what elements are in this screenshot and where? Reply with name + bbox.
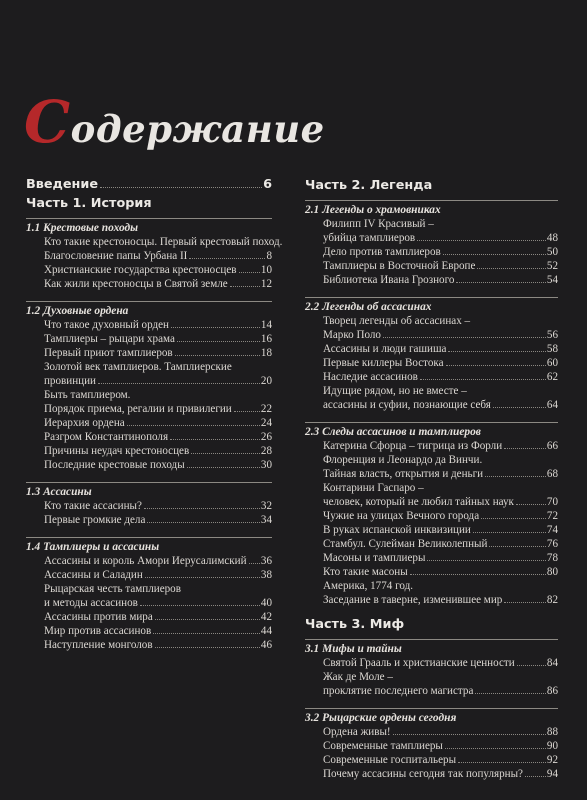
entry-page: 44 [260, 625, 272, 637]
toc-entry[interactable] [44, 263, 272, 277]
section-title: 2.2 Легенды об ассасинах [305, 301, 432, 313]
toc-entry-line[interactable]: Идущие рядом, но не вместе – [323, 385, 467, 397]
entry-page: 86 [546, 685, 558, 697]
leader-dots [189, 258, 265, 259]
entry-page: 10 [260, 264, 272, 276]
toc-entry[interactable] [44, 610, 272, 624]
entry-text: Кто такие ассасины? [44, 500, 142, 512]
title-rest: одержание [70, 107, 325, 151]
left-sections [26, 218, 283, 652]
section-title: 1.3 Ассасины [26, 486, 92, 498]
toc-entry-line[interactable]: Рыцарская честь тамплиеров [44, 583, 181, 595]
leader-dots [485, 476, 546, 477]
entry-page: 32 [260, 500, 272, 512]
entry-text: Ассасины и король Амори Иерусалимский [44, 555, 247, 567]
leader-dots [525, 776, 546, 777]
entry-page: 76 [546, 538, 558, 550]
entry-text: Тамплиеры – рыцари храма [44, 333, 175, 345]
entry-text: Причины неудач крестоносцев [44, 445, 190, 457]
toc-entry[interactable] [44, 318, 272, 332]
leader-dots [153, 633, 260, 634]
entry-page: 68 [546, 468, 558, 480]
toc-entry[interactable] [323, 656, 558, 670]
toc-section [26, 301, 272, 472]
entry-text: Что такое духовный орден [44, 319, 169, 331]
section-title: 3.1 Мифы и тайны [305, 643, 402, 655]
toc-entry[interactable] [44, 249, 272, 263]
section-entries [26, 499, 272, 527]
leader-dots [171, 327, 260, 328]
entry-text: и методы ассасинов [44, 597, 138, 609]
toc-entry[interactable] [44, 624, 272, 638]
toc-entry[interactable] [44, 554, 272, 568]
leader-dots [420, 379, 546, 380]
entry-text: Первые громкие дела [44, 514, 146, 526]
leader-dots [191, 453, 260, 454]
entry-text: провинции [44, 375, 96, 387]
entry-text: Последние крестовые походы [44, 459, 185, 471]
toc-entry[interactable] [323, 565, 558, 579]
section-entries [26, 554, 272, 652]
entry-page: 22 [260, 403, 272, 415]
toc-entry[interactable] [323, 398, 558, 412]
entry-page: 60 [546, 357, 558, 369]
leader-dots [147, 522, 260, 523]
leader-dots [177, 341, 260, 342]
leader-dots [393, 734, 546, 735]
toc-entry-line[interactable]: Филипп IV Красивый – [323, 218, 434, 230]
toc-entry[interactable] [323, 342, 558, 356]
toc-entry[interactable] [323, 537, 558, 551]
leader-dots [516, 504, 546, 505]
entry-text: В руках испанской инквизиции [323, 524, 471, 536]
entry-text: человек, который не любил тайных наук [323, 496, 514, 508]
leader-dots [481, 518, 546, 519]
entry-text: Кто такие масоны [323, 566, 408, 578]
part-1-heading: Часть 1. История [26, 196, 152, 211]
leader-dots [140, 605, 260, 606]
intro-label: Введение [26, 177, 99, 192]
part-3-sections [305, 639, 558, 781]
entry-text: Наследие ассасинов [323, 371, 418, 383]
entry-text: Первый приют тамплиеров [44, 347, 173, 359]
leader-dots [175, 355, 260, 356]
leader-dots [475, 693, 546, 694]
section-entries [305, 656, 558, 698]
intro-entry[interactable] [26, 178, 272, 192]
toc-section [26, 482, 272, 527]
leader-dots [473, 532, 546, 533]
part-2-heading: Часть 2. Легенда [305, 178, 433, 193]
entry-page: 46 [260, 639, 272, 651]
toc-entry[interactable] [323, 259, 558, 273]
toc-entry[interactable] [44, 596, 272, 610]
entry-text: убийца тамплиеров [323, 232, 416, 244]
part-3-heading: Часть 3. Миф [305, 617, 405, 632]
entry-page: 18 [260, 347, 272, 359]
entry-page: 58 [546, 343, 558, 355]
entry-page: 74 [546, 524, 558, 536]
entry-page: 40 [260, 597, 272, 609]
toc-entry[interactable] [323, 245, 558, 259]
entry-text: Ассасины и люди гашиша [323, 343, 447, 355]
toc-entry[interactable] [323, 509, 558, 523]
toc-entry[interactable] [323, 684, 558, 698]
leader-dots [427, 560, 546, 561]
entry-text: Масоны и тамплиеры [323, 552, 426, 564]
entry-text: Наступление монголов [44, 639, 153, 651]
entry-page: 72 [546, 510, 558, 522]
section-title: 1.2 Духовные ордена [26, 305, 129, 317]
entry-page: 20 [260, 375, 272, 387]
entry-page: 16 [260, 333, 272, 345]
title-initial: С [24, 88, 71, 156]
leader-dots [448, 351, 545, 352]
entry-text: Современные госпитальеры [323, 754, 457, 766]
toc-entry[interactable] [44, 444, 272, 458]
entry-page: 42 [260, 611, 272, 623]
entry-page: 88 [546, 726, 558, 738]
section-entries [26, 318, 272, 472]
entry-text: Стамбул. Сулейман Великолепный [323, 538, 488, 550]
leader-dots [477, 268, 545, 269]
entry-page: 52 [546, 260, 558, 272]
toc-entry-line[interactable]: Контарини Гаспаро – [323, 482, 424, 494]
entry-text: ассасины и суфии, познающие себя [323, 399, 491, 411]
entry-text: Христианские государства крестоносцев [44, 264, 237, 276]
toc-entry[interactable] [323, 753, 558, 767]
entry-page: 54 [546, 274, 558, 286]
entry-text: Разгром Константинополя [44, 431, 169, 443]
leader-dots [230, 286, 260, 287]
entry-text: Порядок приема, регалии и привилегии [44, 403, 232, 415]
toc-entry-line[interactable]: Быть тамплиером. [44, 389, 131, 401]
toc-entry[interactable] [44, 638, 272, 652]
toc-entry[interactable] [44, 332, 272, 346]
section-title: 2.3 Следы ассасинов и тамплиеров [305, 426, 481, 438]
entry-page: 8 [266, 250, 272, 262]
leader-dots [170, 439, 260, 440]
entry-page: 82 [546, 594, 558, 606]
leader-dots [489, 546, 545, 547]
toc-entry[interactable] [323, 495, 558, 509]
entry-text: Библиотека Ивана Грозного [323, 274, 455, 286]
entry-text: Тамплиеры в Восточной Европе [323, 260, 476, 272]
entry-page: 92 [546, 754, 558, 766]
leader-dots [100, 187, 262, 188]
leader-dots [155, 647, 260, 648]
entry-text: Ассасины и Саладин [44, 569, 143, 581]
toc-entry[interactable] [44, 374, 272, 388]
entry-text: Катерина Сфорца – тигрица из Форли [323, 440, 503, 452]
toc-entry[interactable] [44, 430, 272, 444]
toc-section [305, 297, 558, 412]
toc-entry[interactable] [323, 370, 558, 384]
toc-entry[interactable] [323, 356, 558, 370]
entry-page: 62 [546, 371, 558, 383]
entry-text: Как жили крестоносцы в Святой земле [44, 278, 228, 290]
toc-entry[interactable] [323, 767, 558, 781]
right-column [305, 178, 558, 791]
entry-text: Ордена живы! [323, 726, 391, 738]
section-entries [26, 235, 283, 291]
entry-page: 78 [546, 552, 558, 564]
entry-text: Марко Поло [323, 329, 381, 341]
toc-entry[interactable] [44, 458, 272, 472]
entry-text: Первые киллеры Востока [323, 357, 444, 369]
entry-page: 34 [260, 514, 272, 526]
toc-entry[interactable] [323, 523, 558, 537]
section-title: 3.2 Рыцарские ордены сегодня [305, 712, 457, 724]
toc-section [26, 218, 283, 291]
intro-page: 6 [263, 177, 272, 192]
leader-dots [98, 383, 260, 384]
toc-entry[interactable] [323, 439, 558, 453]
section-entries [305, 725, 558, 781]
leader-dots [504, 602, 546, 603]
toc-entry[interactable] [323, 551, 558, 565]
leader-dots [144, 508, 260, 509]
leader-dots [417, 240, 546, 241]
toc-entry[interactable] [323, 725, 558, 739]
entry-page: 26 [260, 431, 272, 443]
entry-text: Почему ассасины сегодня так популярны? [323, 768, 523, 780]
entry-text: проклятие последнего магистра [323, 685, 474, 697]
leader-dots [234, 411, 260, 412]
entry-page: 90 [546, 740, 558, 752]
toc-entry[interactable] [323, 328, 558, 342]
section-title: 2.1 Легенды о храмовниках [305, 204, 441, 216]
entry-text: Мир против ассасинов [44, 625, 152, 637]
leader-dots [445, 748, 546, 749]
toc-entry[interactable] [323, 467, 558, 481]
page-title [24, 88, 325, 156]
entry-page: 30 [260, 459, 272, 471]
left-column [26, 177, 283, 662]
entry-page: 56 [546, 329, 558, 341]
entry-page: 28 [260, 445, 272, 457]
toc-entry[interactable] [44, 277, 272, 291]
leader-dots [239, 272, 260, 273]
leader-dots [410, 574, 546, 575]
entry-text: Иерархия ордена [44, 417, 125, 429]
toc-entry-line[interactable]: Кто такие крестоносцы. Первый крестовый поход. [44, 236, 283, 248]
entry-page: 48 [546, 232, 558, 244]
entry-page: 84 [546, 657, 558, 669]
toc-entry-line[interactable]: Америка, 1774 год. [323, 580, 414, 592]
entry-page: 66 [546, 440, 558, 452]
entry-page: 64 [546, 399, 558, 411]
entry-page: 38 [260, 569, 272, 581]
toc-entry[interactable] [323, 739, 558, 753]
section-entries [305, 217, 558, 287]
toc-section [305, 708, 558, 781]
toc-section [305, 422, 558, 607]
entry-page: 70 [546, 496, 558, 508]
entry-page: 80 [546, 566, 558, 578]
entry-text: Чужие на улицах Вечного города [323, 510, 480, 522]
toc-entry-line[interactable]: Золотой век тамплиеров. Тамплиерские [44, 361, 232, 373]
section-title: 1.1 Крестовые походы [26, 222, 139, 234]
section-title: 1.4 Тамплиеры и ассасины [26, 541, 160, 553]
toc-entry[interactable] [44, 402, 272, 416]
toc-entry[interactable] [44, 346, 272, 360]
section-entries [305, 439, 558, 607]
entry-page: 50 [546, 246, 558, 258]
toc-entry[interactable] [44, 513, 272, 527]
leader-dots [443, 254, 546, 255]
toc-entry[interactable] [44, 416, 272, 430]
toc-section [305, 200, 558, 287]
toc-entry-line[interactable]: Творец легенды об ассасинах – [323, 315, 471, 327]
toc-entry[interactable] [323, 273, 558, 287]
part-2-sections [305, 200, 558, 607]
leader-dots [127, 425, 260, 426]
leader-dots [504, 448, 546, 449]
leader-dots [446, 365, 546, 366]
leader-dots [458, 762, 546, 763]
leader-dots [383, 337, 546, 338]
leader-dots [456, 282, 546, 283]
leader-dots [155, 619, 260, 620]
toc-entry-line[interactable]: Флоренция и Леонардо да Винчи. [323, 454, 483, 466]
section-entries [305, 314, 558, 412]
leader-dots [517, 665, 546, 666]
toc-entry[interactable] [323, 593, 558, 607]
entry-text: Ассасины против мира [44, 611, 153, 623]
entry-page: 12 [260, 278, 272, 290]
entry-text: Современные тамплиеры [323, 740, 443, 752]
entry-text: Святой Грааль и христианские ценности [323, 657, 515, 669]
leader-dots [249, 563, 260, 564]
entry-text: Тайная власть, открытия и деньги [323, 468, 484, 480]
toc-entry[interactable] [44, 499, 272, 513]
toc-section [26, 537, 272, 652]
entry-page: 24 [260, 417, 272, 429]
entry-text: Дело против тамплиеров [323, 246, 441, 258]
entry-page: 94 [546, 768, 558, 780]
entry-page: 36 [260, 555, 272, 567]
toc-entry[interactable] [44, 568, 272, 582]
entry-text: Благословение папы Урбана II [44, 250, 188, 262]
toc-entry[interactable] [323, 231, 558, 245]
toc-section [305, 639, 558, 698]
entry-page: 14 [260, 319, 272, 331]
leader-dots [493, 407, 546, 408]
entry-text: Заседание в таверне, изменившее мир [323, 594, 503, 606]
leader-dots [145, 577, 260, 578]
toc-entry-line[interactable]: Жак де Моле – [323, 671, 393, 683]
leader-dots [187, 467, 260, 468]
